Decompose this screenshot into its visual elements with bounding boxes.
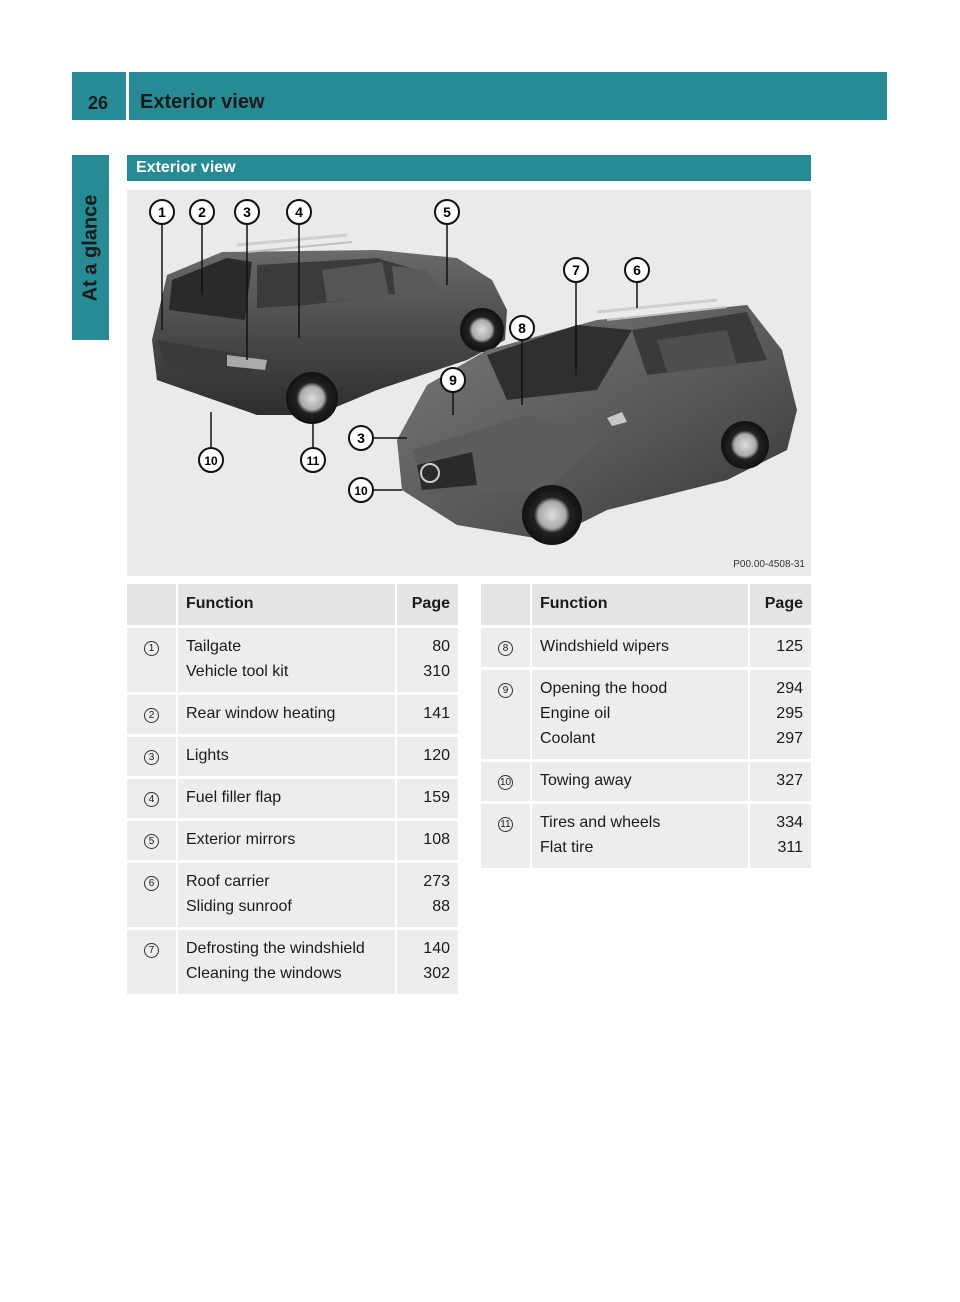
callout-number-badge: 5 <box>144 834 159 849</box>
row-number-cell <box>481 668 531 760</box>
callout-10b <box>349 478 373 502</box>
table-row <box>127 693 458 735</box>
function-cell <box>177 777 396 819</box>
header-function: Function <box>177 584 396 626</box>
table-row <box>481 626 811 668</box>
callout-label: 11 <box>306 454 320 468</box>
callout-label: 5 <box>443 204 451 220</box>
callout-label: 9 <box>449 372 457 388</box>
page-reference: 311 <box>777 838 803 856</box>
function-table-left <box>127 584 458 997</box>
table-row <box>127 777 458 819</box>
function-label: Windshield wipers <box>540 637 669 655</box>
function-label: Rear window heating <box>186 704 336 722</box>
callout-2 <box>190 200 214 224</box>
function-label: Engine oil <box>540 704 611 722</box>
callout-11 <box>301 448 325 472</box>
function-label: Fuel filler flap <box>186 788 282 806</box>
table-header-row <box>481 584 811 626</box>
callout-number-badge: 11 <box>498 817 513 832</box>
function-cell <box>177 693 396 735</box>
page-cell <box>396 928 458 995</box>
page-reference: 273 <box>423 872 450 890</box>
callout-number-badge: 8 <box>498 641 513 656</box>
page-number: 26 <box>88 93 109 113</box>
function-label: Defrosting the windshield <box>186 939 365 957</box>
function-cell <box>177 819 396 861</box>
callout-number-badge: 2 <box>144 708 159 723</box>
function-cell <box>177 626 396 693</box>
function-cell <box>177 735 396 777</box>
function-cell <box>531 802 749 869</box>
function-label: Coolant <box>540 729 596 747</box>
page-cell <box>396 693 458 735</box>
page-reference: 310 <box>423 662 450 680</box>
page-reference: 140 <box>423 939 450 957</box>
callout-label: 8 <box>518 320 526 336</box>
figure-code: P00.00-4508-31 <box>733 559 805 570</box>
table-row <box>481 802 811 869</box>
function-cell <box>531 626 749 668</box>
function-label: Tailgate <box>186 637 242 655</box>
function-label: Exterior mirrors <box>186 830 296 848</box>
callout-number-badge: 3 <box>144 750 159 765</box>
table-row <box>481 760 811 802</box>
function-label: Opening the hood <box>540 679 668 697</box>
vehicle-drawing <box>127 190 811 576</box>
callout-number-badge: 4 <box>144 792 159 807</box>
row-number-cell <box>481 802 531 869</box>
callout-1 <box>150 200 174 224</box>
table-body <box>481 626 811 869</box>
function-table-right <box>481 584 811 871</box>
callout-6 <box>625 258 649 282</box>
page-reference: 88 <box>432 897 450 915</box>
header-number <box>127 584 177 626</box>
function-label: Flat tire <box>540 838 594 856</box>
header-page: Page <box>396 584 458 626</box>
callout-label: 3 <box>357 430 365 446</box>
table-row <box>127 819 458 861</box>
table-body <box>127 626 458 995</box>
callout-label: 6 <box>633 262 641 278</box>
page-title: Exterior view <box>140 91 265 113</box>
page-reference: 159 <box>423 788 450 806</box>
function-label: Tires and wheels <box>540 813 661 831</box>
table-row <box>127 928 458 995</box>
page-reference: 125 <box>776 637 803 655</box>
callout-5 <box>435 200 459 224</box>
function-label: Towing away <box>540 771 632 789</box>
function-label: Roof carrier <box>186 872 270 890</box>
row-number-cell <box>127 777 177 819</box>
table-row <box>127 861 458 928</box>
vehicle-exterior-illustration <box>127 190 811 576</box>
page-cell <box>396 819 458 861</box>
page-cell <box>749 626 811 668</box>
callout-4 <box>287 200 311 224</box>
row-number-cell <box>481 760 531 802</box>
callout-label: 10 <box>354 484 368 498</box>
function-cell <box>177 861 396 928</box>
page-reference: 120 <box>423 746 450 764</box>
table-row <box>127 626 458 693</box>
function-cell <box>531 760 749 802</box>
page-reference: 294 <box>776 679 803 697</box>
page-reference: 297 <box>776 729 803 747</box>
page-cell <box>396 777 458 819</box>
row-number-cell <box>127 861 177 928</box>
table-row <box>481 668 811 760</box>
callout-label: 10 <box>204 454 218 468</box>
callout-number-badge: 6 <box>144 876 159 891</box>
table-header-row <box>127 584 458 626</box>
callout-number-badge: 1 <box>144 641 159 656</box>
function-label: Cleaning the windows <box>186 964 342 982</box>
callout-3b <box>349 426 373 450</box>
header-function: Function <box>531 584 749 626</box>
table-row <box>127 735 458 777</box>
callout-9 <box>441 368 465 392</box>
page-cell <box>396 735 458 777</box>
callout-label: 7 <box>572 262 580 278</box>
row-number-cell <box>127 735 177 777</box>
page-cell <box>749 802 811 869</box>
page-cell <box>396 861 458 928</box>
page-reference: 141 <box>423 704 450 722</box>
row-number-cell <box>127 693 177 735</box>
page-cell <box>749 760 811 802</box>
page-reference: 334 <box>776 813 803 831</box>
callout-label: 2 <box>198 204 206 220</box>
callout-7 <box>564 258 588 282</box>
function-cell <box>531 668 749 760</box>
page-cell <box>396 626 458 693</box>
callout-label: 3 <box>243 204 251 220</box>
page-reference: 327 <box>776 771 803 789</box>
row-number-cell <box>127 819 177 861</box>
callout-number-badge: 9 <box>498 683 513 698</box>
page-cell <box>749 668 811 760</box>
header-number <box>481 584 531 626</box>
page-reference: 80 <box>432 637 450 655</box>
callout-label: 4 <box>295 204 303 220</box>
page-reference: 295 <box>776 704 803 722</box>
callout-label: 1 <box>158 204 166 220</box>
row-number-cell <box>127 626 177 693</box>
page-reference: 302 <box>423 964 450 982</box>
side-tab-label: At a glance <box>79 194 101 301</box>
section-title: Exterior view <box>136 159 236 176</box>
function-cell <box>177 928 396 995</box>
side-tab-label-wrap <box>72 155 109 340</box>
callout-3 <box>235 200 259 224</box>
callout-number-badge: 7 <box>144 943 159 958</box>
row-number-cell <box>481 626 531 668</box>
page-reference: 108 <box>423 830 450 848</box>
function-label: Sliding sunroof <box>186 897 292 915</box>
callout-8 <box>510 316 534 340</box>
function-label: Lights <box>186 746 229 764</box>
callout-number-badge: 10 <box>499 776 512 788</box>
header-page: Page <box>749 584 811 626</box>
callout-10a <box>199 448 223 472</box>
function-label: Vehicle tool kit <box>186 662 289 680</box>
row-number-cell <box>127 928 177 995</box>
